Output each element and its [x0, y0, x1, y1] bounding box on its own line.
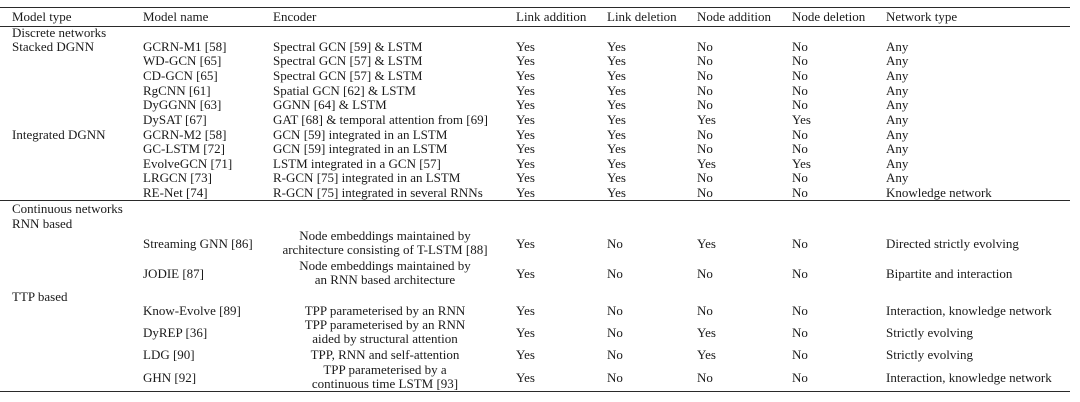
encoder-cell: LSTM integrated in a GCN [57] — [273, 156, 441, 171]
network-type-cell: Any — [886, 141, 909, 156]
link-addition-cell: Yes — [516, 39, 535, 54]
node-deletion-cell: No — [792, 170, 808, 185]
group-stacked-dgnn: Stacked DGNN — [12, 39, 94, 54]
col-header-node-deletion: Node deletion — [792, 9, 866, 24]
network-type-cell: Directed strictly evolving — [886, 236, 1019, 251]
encoder-cell: R-GCN [75] integrated in an LSTM — [273, 170, 461, 185]
col-header-link-addition: Link addition — [516, 9, 587, 24]
link-addition-cell: Yes — [516, 170, 535, 185]
link-addition-cell: Yes — [516, 236, 535, 251]
link-addition-cell: Yes — [516, 127, 535, 142]
link-addition-cell: Yes — [516, 83, 535, 98]
encoder-cell: TPP parameterised by an RNN — [304, 303, 466, 318]
link-addition-cell: Yes — [516, 347, 535, 362]
table-bottom-rule — [0, 391, 1070, 392]
node-addition-cell: No — [697, 185, 713, 200]
link-deletion-cell: Yes — [607, 141, 626, 156]
link-addition-cell: Yes — [516, 141, 535, 156]
node-deletion-cell: No — [792, 97, 808, 112]
model-name-cell: GCRN-M1 [58] — [143, 39, 227, 54]
encoder-cell: Spatial GCN [62] & LSTM — [273, 83, 416, 98]
link-deletion-cell: Yes — [607, 83, 626, 98]
group-continuous-networks: Continuous networks — [12, 201, 123, 216]
link-deletion-cell: Yes — [607, 112, 626, 127]
node-addition-cell: No — [697, 83, 713, 98]
node-addition-cell: No — [697, 97, 713, 112]
model-name-cell: DySAT [67] — [143, 112, 207, 127]
node-deletion-cell: No — [792, 53, 808, 68]
link-addition-cell: Yes — [516, 325, 535, 340]
link-deletion-cell: No — [607, 266, 623, 281]
group-ttp-based: TTP based — [12, 289, 68, 304]
col-header-link-deletion: Link deletion — [607, 9, 677, 24]
model-name-cell: GCRN-M2 [58] — [143, 127, 227, 142]
link-addition-cell: Yes — [516, 97, 535, 112]
link-addition-cell: Yes — [516, 53, 535, 68]
model-name-cell: WD-GCN [65] — [143, 53, 222, 68]
link-addition-cell: Yes — [516, 370, 535, 385]
model-name-cell: EvolveGCN [71] — [143, 156, 233, 171]
node-deletion-cell: No — [792, 370, 808, 385]
link-addition-cell: Yes — [516, 68, 535, 83]
node-addition-cell: Yes — [697, 347, 716, 362]
group-discrete-networks: Discrete networks — [12, 25, 107, 40]
node-addition-cell: Yes — [697, 325, 716, 340]
link-deletion-cell: Yes — [607, 68, 626, 83]
encoder-cell: TPP, RNN and self-attention — [310, 347, 460, 362]
model-name-cell: GHN [92] — [143, 370, 197, 385]
model-name-cell: CD-GCN [65] — [143, 68, 218, 83]
link-deletion-cell: Yes — [607, 156, 626, 171]
encoder-cell: Spectral GCN [59] & LSTM — [273, 39, 423, 54]
link-deletion-cell: Yes — [607, 170, 626, 185]
col-header-node-addition: Node addition — [697, 9, 772, 24]
node-addition-cell: No — [697, 39, 713, 54]
link-deletion-cell: Yes — [607, 53, 626, 68]
group-rnn-based: RNN based — [12, 216, 73, 231]
network-type-cell: Any — [886, 39, 909, 54]
table-top-rule — [0, 7, 1070, 8]
network-type-cell: Any — [886, 112, 909, 127]
encoder-cell-line-2: continuous time LSTM [93] — [311, 376, 459, 391]
col-header-model-type: Model type — [12, 9, 72, 24]
node-addition-cell: No — [697, 170, 713, 185]
node-deletion-cell: No — [792, 141, 808, 156]
encoder-cell: GCN [59] integrated in an LSTM — [273, 127, 448, 142]
model-name-cell: Streaming GNN [86] — [143, 236, 253, 251]
network-type-cell: Bipartite and interaction — [886, 266, 1013, 281]
node-addition-cell: No — [697, 68, 713, 83]
link-deletion-cell: Yes — [607, 39, 626, 54]
node-addition-cell: Yes — [697, 156, 716, 171]
link-deletion-cell: No — [607, 303, 623, 318]
model-name-cell: DyREP [36] — [143, 325, 208, 340]
node-deletion-cell: No — [792, 325, 808, 340]
link-deletion-cell: Yes — [607, 185, 626, 200]
node-addition-cell: No — [697, 141, 713, 156]
node-deletion-cell: No — [792, 347, 808, 362]
encoder-cell-line-2: aided by structural attention — [312, 331, 458, 346]
section-rule — [0, 200, 1070, 201]
node-deletion-cell: No — [792, 127, 808, 142]
node-addition-cell: No — [697, 266, 713, 281]
model-name-cell: LRGCN [73] — [143, 170, 212, 185]
encoder-cell-line-1: TPP parameterised by an RNN — [304, 317, 466, 332]
network-type-cell: Any — [886, 170, 909, 185]
model-name-cell: DyGGNN [63] — [143, 97, 222, 112]
encoder-cell-line-2: architecture consisting of T-LSTM [88] — [282, 242, 488, 257]
encoder-cell-line-1: Node embeddings maintained by — [299, 228, 471, 243]
network-type-cell: Any — [886, 53, 909, 68]
node-addition-cell: No — [697, 303, 713, 318]
node-deletion-cell: No — [792, 83, 808, 98]
link-deletion-cell: No — [607, 347, 623, 362]
model-name-cell: RE-Net [74] — [143, 185, 208, 200]
node-deletion-cell: Yes — [792, 156, 811, 171]
encoder-cell-line-2: an RNN based architecture — [314, 272, 456, 287]
link-deletion-cell: No — [607, 370, 623, 385]
network-type-cell: Strictly evolving — [886, 347, 974, 362]
node-addition-cell: No — [697, 127, 713, 142]
node-deletion-cell: No — [792, 266, 808, 281]
encoder-cell: GGNN [64] & LSTM — [273, 97, 387, 112]
col-header-encoder: Encoder — [273, 9, 317, 24]
model-name-cell: RgCNN [61] — [143, 83, 211, 98]
model-name-cell: Know-Evolve [89] — [143, 303, 241, 318]
node-addition-cell: No — [697, 370, 713, 385]
node-addition-cell: No — [697, 53, 713, 68]
node-deletion-cell: Yes — [792, 112, 811, 127]
network-type-cell: Any — [886, 156, 909, 171]
encoder-cell: Spectral GCN [57] & LSTM — [273, 68, 423, 83]
encoder-cell: GAT [68] & temporal attention from [69] — [273, 112, 488, 127]
network-type-cell: Any — [886, 97, 909, 112]
node-deletion-cell: No — [792, 39, 808, 54]
link-addition-cell: Yes — [516, 156, 535, 171]
link-deletion-cell: Yes — [607, 97, 626, 112]
link-addition-cell: Yes — [516, 185, 535, 200]
link-deletion-cell: No — [607, 325, 623, 340]
network-type-cell: Any — [886, 83, 909, 98]
network-type-cell: Interaction, knowledge network — [886, 303, 1052, 318]
encoder-cell: GCN [59] integrated in an LSTM — [273, 141, 448, 156]
network-type-cell: Strictly evolving — [886, 325, 974, 340]
encoder-cell: R-GCN [75] integrated in several RNNs — [273, 185, 483, 200]
network-type-cell: Any — [886, 127, 909, 142]
col-header-network-type: Network type — [886, 9, 958, 24]
header-rule — [0, 26, 1070, 27]
col-header-model-name: Model name — [143, 9, 209, 24]
link-addition-cell: Yes — [516, 303, 535, 318]
group-integrated-dgnn: Integrated DGNN — [12, 127, 106, 142]
link-addition-cell: Yes — [516, 266, 535, 281]
link-deletion-cell: Yes — [607, 127, 626, 142]
link-addition-cell: Yes — [516, 112, 535, 127]
model-name-cell: JODIE [87] — [143, 266, 205, 281]
node-deletion-cell: No — [792, 185, 808, 200]
link-deletion-cell: No — [607, 236, 623, 251]
model-name-cell: LDG [90] — [143, 347, 195, 362]
node-deletion-cell: No — [792, 68, 808, 83]
network-type-cell: Any — [886, 68, 909, 83]
model-name-cell: GC-LSTM [72] — [143, 141, 225, 156]
node-addition-cell: Yes — [697, 236, 716, 251]
encoder-cell: Spectral GCN [57] & LSTM — [273, 53, 423, 68]
node-deletion-cell: No — [792, 303, 808, 318]
node-deletion-cell: No — [792, 236, 808, 251]
encoder-cell-line-1: Node embeddings maintained by — [299, 258, 471, 273]
node-addition-cell: Yes — [697, 112, 716, 127]
network-type-cell: Knowledge network — [886, 185, 992, 200]
network-type-cell: Interaction, knowledge network — [886, 370, 1052, 385]
encoder-cell-line-1: TPP parameterised by a — [323, 362, 447, 377]
